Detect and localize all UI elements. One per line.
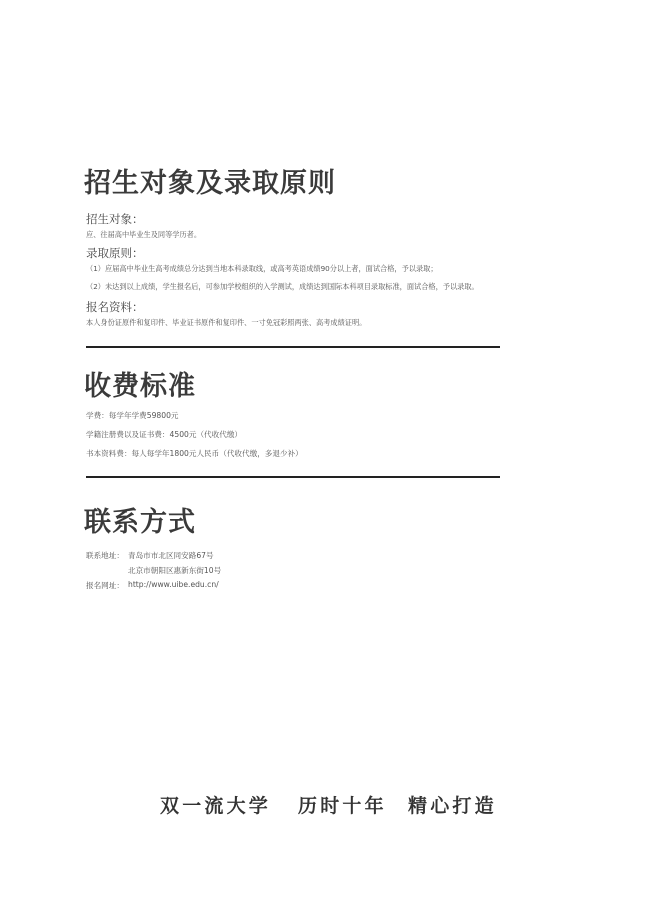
principle-label: 录取原则： [86,246,144,260]
slogan-part-1: 双一流大学 [160,795,272,817]
website-label: 报名网址： [86,581,124,590]
target-label: 招生对象： [86,212,144,226]
fees-title: 收费标准 [84,371,196,402]
materials-label: 报名资料： [86,300,144,314]
fee-tuition: 学费：每学年学费59800元 [86,411,179,420]
materials-text: 本人身份证原件和复印件、毕业证书原件和复印件、一寸免冠彩照两张、高考成绩证明。 [86,318,367,327]
website-link[interactable]: http://www.uibe.edu.cn/ [128,580,219,589]
divider-2 [86,476,500,478]
admission-title: 招生对象及录取原则 [84,168,336,199]
address-1: 青岛市市北区同安路67号 [128,551,214,560]
principle-1: （1）应届高中毕业生高考成绩总分达到当地本科录取线，或高考英语成绩90分以上者，面试合格，予以录取； [86,264,438,273]
fee-books: 书本资料费：每人每学年1800元人民币（代收代缴，多退少补） [86,449,303,458]
address-label: 联系地址： [86,551,124,560]
fee-registration: 学籍注册费以及证书费：4500元（代收代缴） [86,430,243,439]
divider-1 [86,346,500,348]
slogan-part-2: 历时十年 [298,795,387,817]
contact-title: 联系方式 [84,507,196,538]
slogan-part-3: 精心打造 [408,795,497,817]
target-text: 应、往届高中毕业生及同等学历者。 [86,230,202,239]
address-2: 北京市朝阳区惠新东街10号 [128,566,222,575]
principle-2: （2）未达到以上成绩，学生报名后，可参加学校组织的入学测试，成绩达到国际本科项目录取标准，面试合格，予以录取。 [86,282,479,291]
